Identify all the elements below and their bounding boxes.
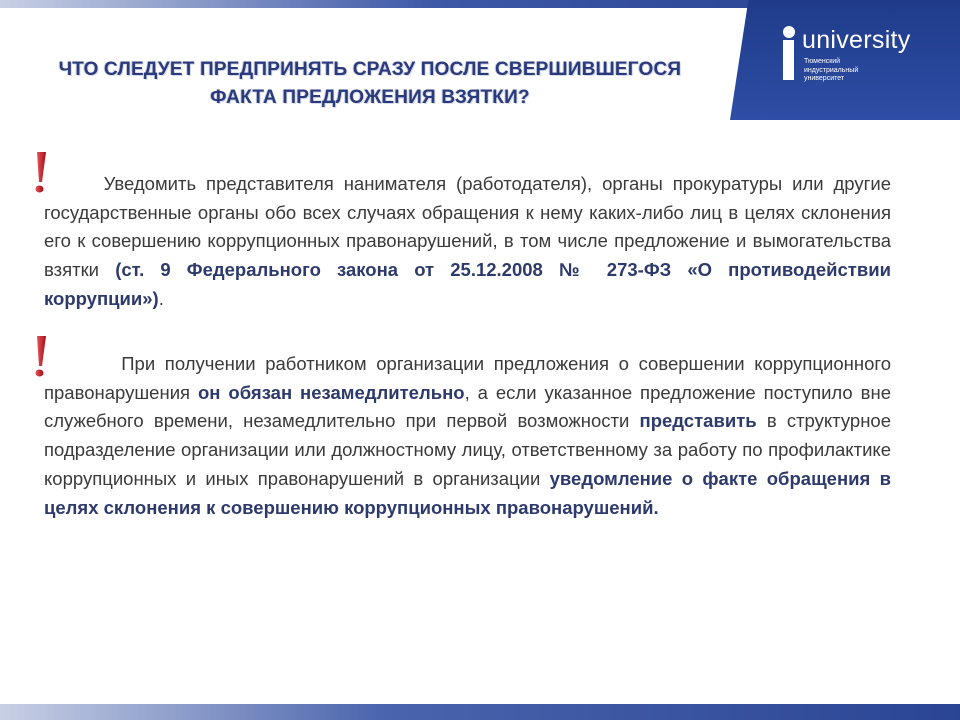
logo-i-mark xyxy=(783,26,794,80)
paragraph-2-bold-submit: представить xyxy=(639,410,757,432)
university-logo xyxy=(778,16,948,96)
globe-icon xyxy=(783,26,795,38)
logo-wordmark: university xyxy=(802,26,911,54)
paragraph-1-text: Уведомить представителя нанимателя (работодателя), органы прокуратуры или другие государственные органы обо всех случаях обращения к нему каких-либо лиц в целях склонения его к совершению коррупционных правонарушений, в том числе предложение и вымогательства взятки xyxy=(44,173,892,281)
paragraph-2: При получении работником организации предложения о совершении коррупционного правонарушения он обязан незамедлительно, а если указанное предложение поступило вне служебного времени, незамедлительно при первой возможности представить в структурное подразделение организации или должностному лицу, ответственному за работу по профилактике коррупционных и иных правонарушений в организации уведомление о факте обращения в целях склонения к совершению коррупционных правонарушений. xyxy=(44,353,892,518)
paragraph-2-bold-notice: уведомление о факте обращения в целях склонения к совершению коррупционных правонарушений. xyxy=(44,467,891,518)
paragraph-2-bold-obliged: он обязан незамедлительно xyxy=(198,381,465,403)
paragraph-1-law-ref: (ст. 9 Федерального закона от 25.12.2008 № 273-ФЗ «О противодействии коррупции») xyxy=(44,259,891,309)
page-title xyxy=(0,56,740,112)
paragraph-1: Уведомить представителя нанимателя (работодателя), органы прокуратуры или другие государственные органы обо всех случаях обращения к нему каких-либо лиц в целях склонения его к совершению коррупционных правонарушений, в том числе предложение и вымогательства взятки (ст. 9 Федерального закона от 25.12.2008 № 273-ФЗ «О противодействии коррупции»). xyxy=(44,173,892,309)
title-line-2: ФАКТА ПРЕДЛОЖЕНИЯ ВЗЯТКИ? xyxy=(210,87,530,108)
title-line-1: ЧТО СЛЕДУЕТ ПРЕДПРИНЯТЬ СРАЗУ ПОСЛЕ СВЕРШИВШЕГОСЯ xyxy=(58,59,682,80)
bottom-decor-band xyxy=(0,704,960,720)
logo-subtitle: Тюменский индустриальный университет xyxy=(804,58,859,82)
